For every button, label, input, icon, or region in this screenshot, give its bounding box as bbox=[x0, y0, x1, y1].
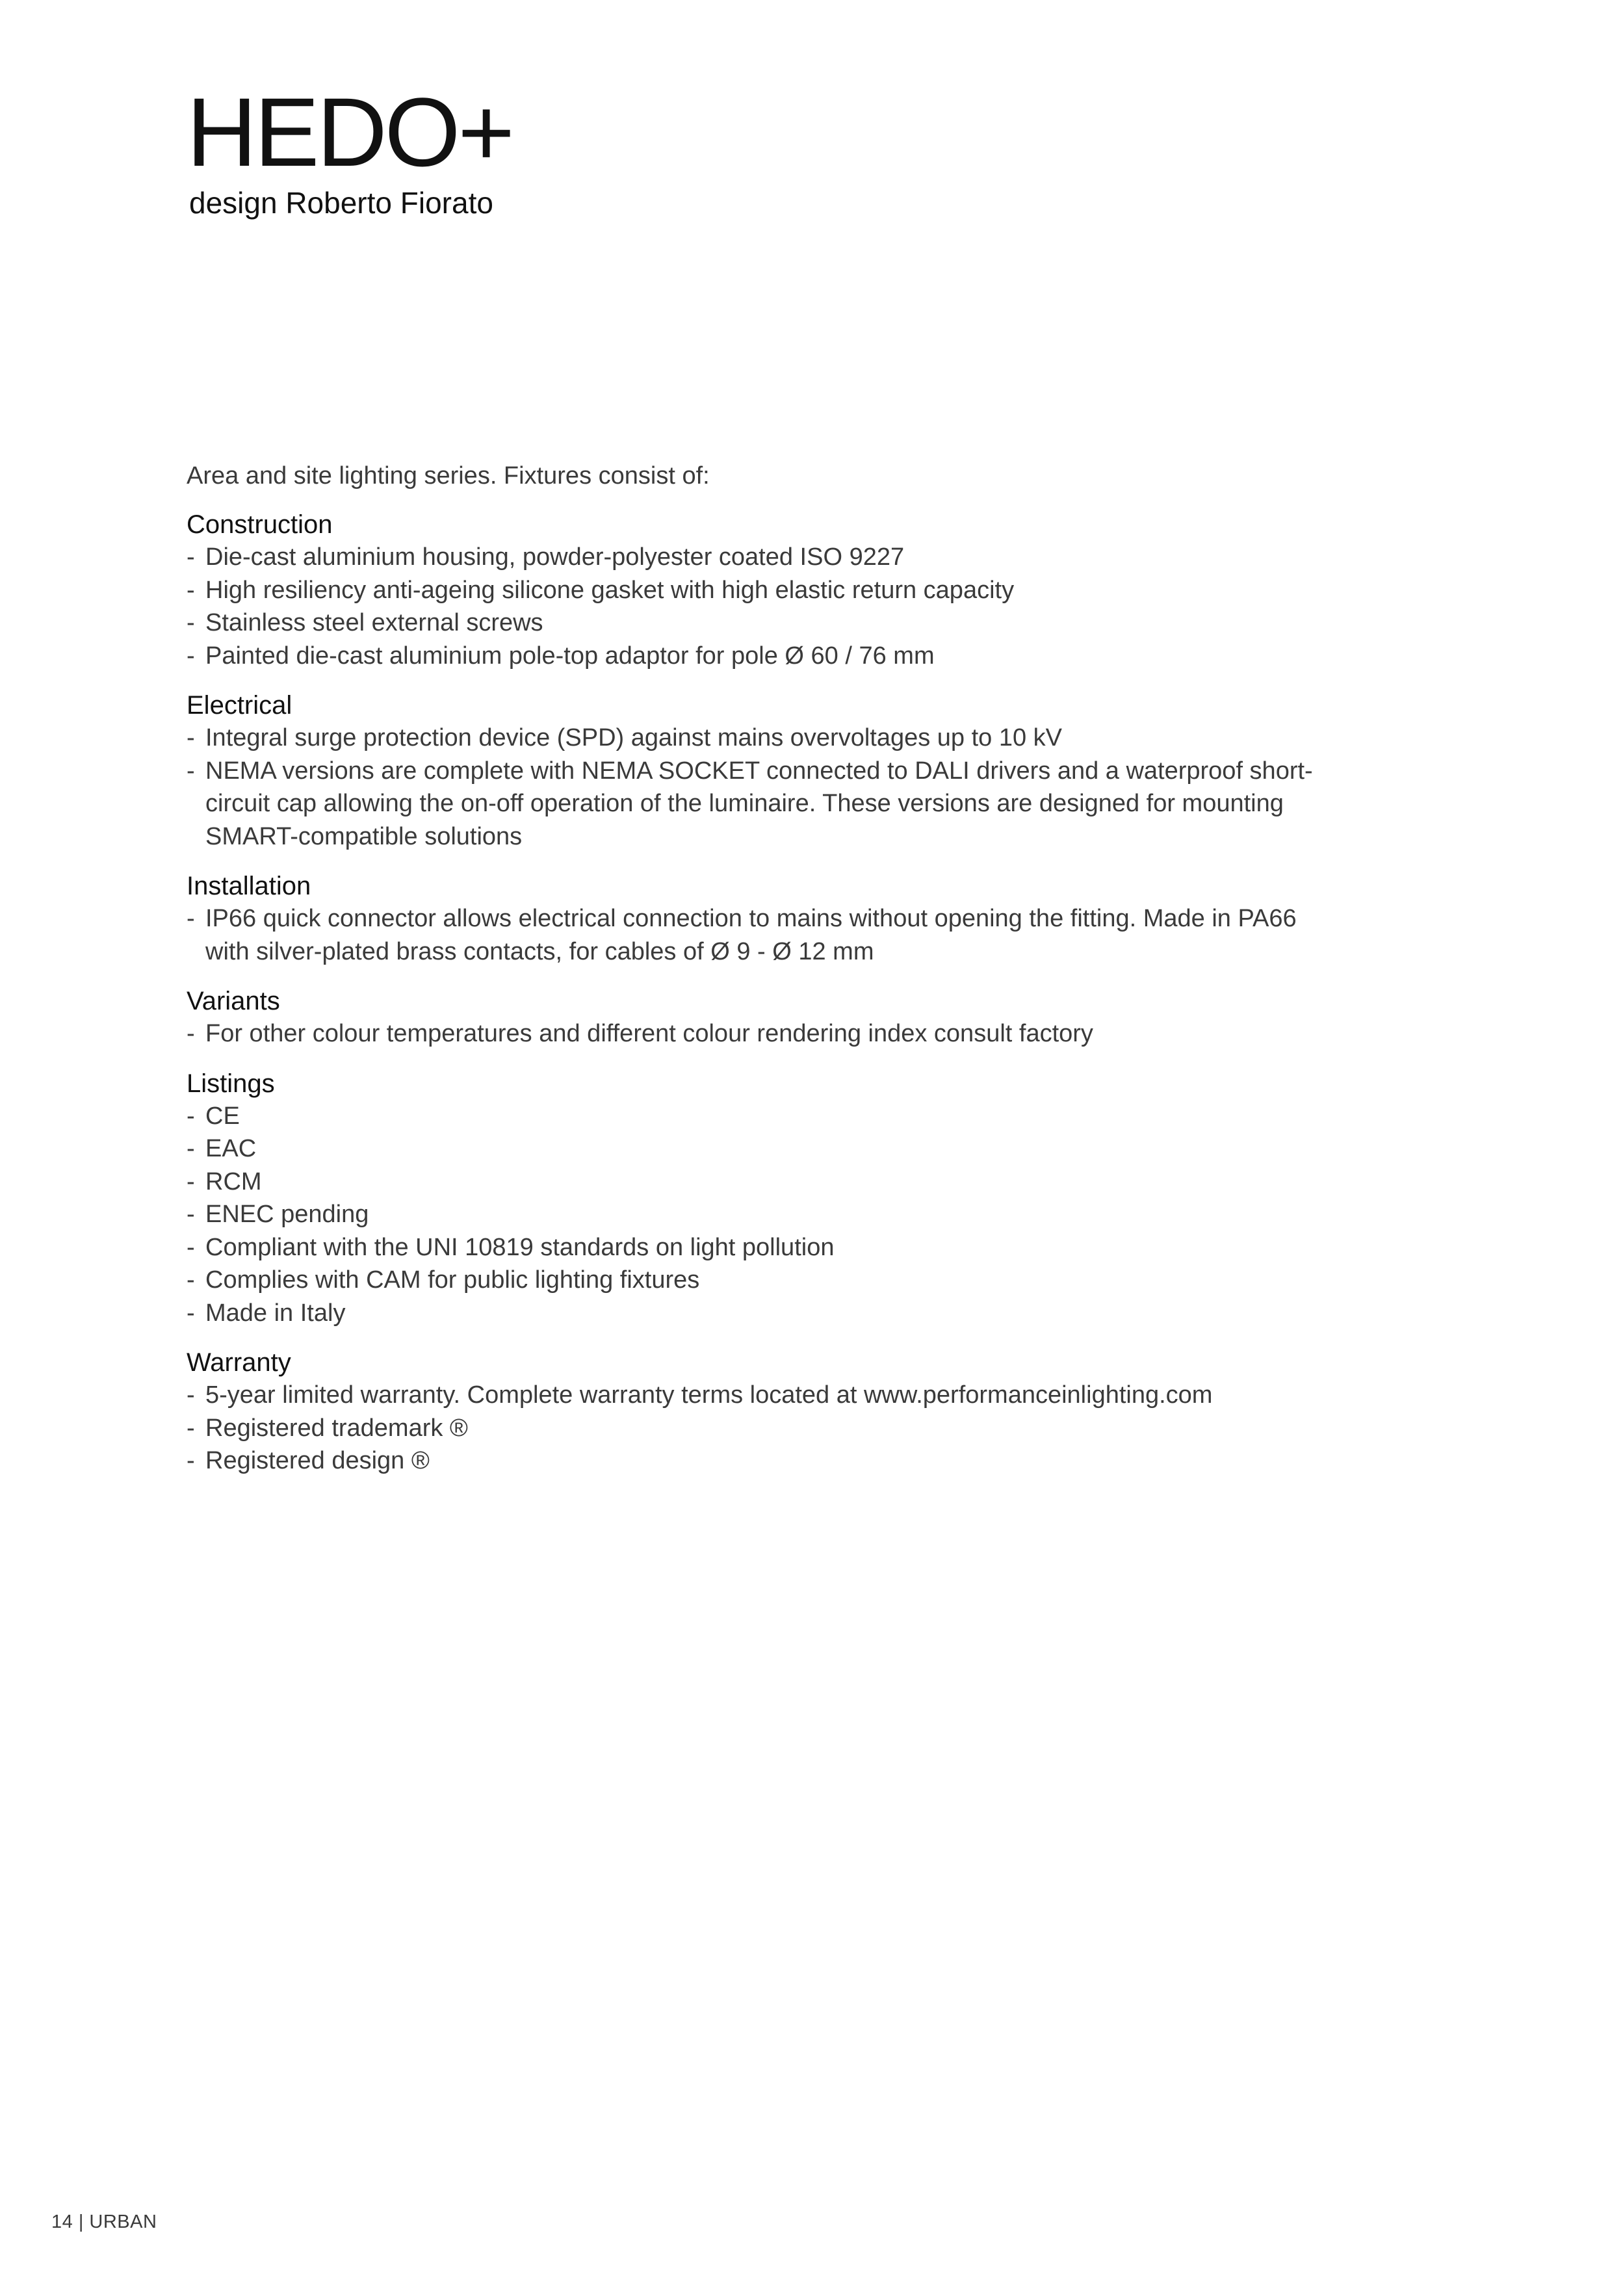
list-item-text: NEMA versions are complete with NEMA SOCKET connected to DALI drivers and a waterproof short-circuit cap allowing the on-off operation of the luminaire. These versions are designed for mounting SMART-compatible solutions bbox=[205, 757, 1313, 850]
list-item bbox=[187, 1264, 1331, 1297]
spec-section-installation bbox=[187, 870, 1331, 968]
list-item bbox=[187, 722, 1331, 755]
spec-list bbox=[187, 1100, 1331, 1330]
dash-bullet-icon: - bbox=[187, 1266, 195, 1294]
list-item-text: EAC bbox=[205, 1135, 257, 1162]
list-item-text: ENEC pending bbox=[205, 1201, 369, 1228]
product-title: HEDO+ bbox=[187, 77, 512, 187]
section-title: Warranty bbox=[187, 1348, 291, 1377]
list-item bbox=[187, 574, 1331, 607]
section-title: Construction bbox=[187, 510, 333, 539]
page-footer: 14 | URBAN bbox=[51, 2211, 157, 2232]
list-item bbox=[187, 1379, 1331, 1412]
list-item-text: IP66 quick connector allows electrical connection to mains without opening the fitting. Made in PA66 with silver-plated brass contacts, for cables of Ø 9 - Ø 12 mm bbox=[205, 905, 1297, 965]
list-item-text: Compliant with the UNI 10819 standards on light pollution bbox=[205, 1233, 835, 1261]
list-item-text: Complies with CAM for public lighting fixtures bbox=[205, 1266, 700, 1294]
list-item-text: For other colour temperatures and different colour rendering index consult factory bbox=[205, 1020, 1093, 1047]
spec-list bbox=[187, 902, 1331, 968]
dash-bullet-icon: - bbox=[187, 543, 195, 571]
list-item-text: Die-cast aluminium housing, powder-polyester coated ISO 9227 bbox=[205, 543, 905, 571]
document-header bbox=[187, 77, 512, 221]
list-item bbox=[187, 1100, 1331, 1133]
list-item-text: Integral surge protection device (SPD) against mains overvoltages up to 10 kV bbox=[205, 724, 1063, 751]
spec-sections bbox=[187, 508, 1331, 1478]
list-item bbox=[187, 1231, 1331, 1264]
dash-bullet-icon: - bbox=[187, 1381, 195, 1409]
list-item-text: High resiliency anti-ageing silicone gasket with high elastic return capacity bbox=[205, 576, 1015, 604]
list-item bbox=[187, 902, 1331, 968]
list-item bbox=[187, 1444, 1331, 1478]
list-item-text: Registered design ® bbox=[205, 1447, 430, 1474]
intro-text: Area and site lighting series. Fixtures consist of: bbox=[187, 462, 710, 489]
list-item bbox=[187, 1166, 1331, 1199]
list-item bbox=[187, 1017, 1331, 1050]
dash-bullet-icon: - bbox=[187, 1447, 195, 1474]
spec-section-variants bbox=[187, 985, 1331, 1050]
list-item-text: RCM bbox=[205, 1168, 262, 1195]
dash-bullet-icon: - bbox=[187, 724, 195, 751]
spec-list bbox=[187, 541, 1331, 672]
list-item bbox=[187, 1297, 1331, 1330]
list-item-text: Painted die-cast aluminium pole-top adaptor for pole Ø 60 / 76 mm bbox=[205, 642, 935, 670]
list-item bbox=[187, 541, 1331, 574]
list-item-text: Made in Italy bbox=[205, 1299, 346, 1327]
dash-bullet-icon: - bbox=[187, 1020, 195, 1047]
designer-credit: design Roberto Fiorato bbox=[189, 186, 493, 220]
dash-bullet-icon: - bbox=[187, 576, 195, 604]
spec-section-listings bbox=[187, 1067, 1331, 1330]
list-item bbox=[187, 1132, 1331, 1166]
section-title: Variants bbox=[187, 987, 280, 1015]
spec-content bbox=[187, 460, 1331, 1494]
list-item-text: Stainless steel external screws bbox=[205, 609, 543, 636]
dash-bullet-icon: - bbox=[187, 1168, 195, 1195]
list-item-text: CE bbox=[205, 1102, 240, 1130]
spec-section-construction bbox=[187, 508, 1331, 672]
dash-bullet-icon: - bbox=[187, 1135, 195, 1162]
list-item bbox=[187, 755, 1331, 854]
section-title: Listings bbox=[187, 1069, 275, 1098]
spec-list bbox=[187, 1379, 1331, 1478]
spec-list bbox=[187, 1017, 1331, 1050]
dash-bullet-icon: - bbox=[187, 1233, 195, 1261]
spec-section-warranty bbox=[187, 1346, 1331, 1478]
dash-bullet-icon: - bbox=[187, 1201, 195, 1228]
list-item-text: Registered trademark ® bbox=[205, 1414, 468, 1442]
list-item bbox=[187, 640, 1331, 673]
dash-bullet-icon: - bbox=[187, 1102, 195, 1130]
dash-bullet-icon: - bbox=[187, 1414, 195, 1442]
spec-section-electrical bbox=[187, 689, 1331, 853]
spec-list bbox=[187, 722, 1331, 853]
list-item bbox=[187, 607, 1331, 640]
dash-bullet-icon: - bbox=[187, 757, 195, 785]
list-item bbox=[187, 1198, 1331, 1231]
section-title: Installation bbox=[187, 872, 311, 900]
list-item-text: 5-year limited warranty. Complete warranty terms located at www.performanceinlighting.com bbox=[205, 1381, 1213, 1409]
dash-bullet-icon: - bbox=[187, 642, 195, 670]
dash-bullet-icon: - bbox=[187, 905, 195, 932]
section-title: Electrical bbox=[187, 691, 292, 720]
dash-bullet-icon: - bbox=[187, 609, 195, 636]
list-item bbox=[187, 1412, 1331, 1445]
dash-bullet-icon: - bbox=[187, 1299, 195, 1327]
